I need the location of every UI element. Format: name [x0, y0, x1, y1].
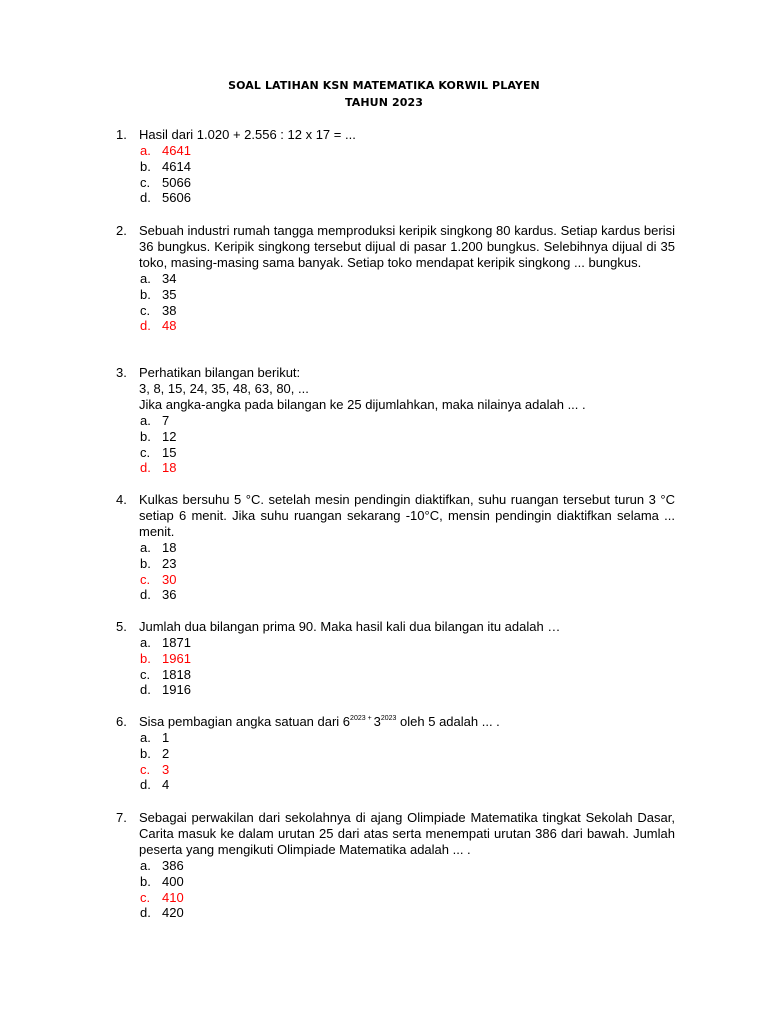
- option-letter: a.: [140, 635, 151, 650]
- option-value: 34: [162, 271, 177, 286]
- answer-option-c: [139, 667, 675, 683]
- answer-options: [139, 540, 675, 603]
- document-subtitle-year: TAHUN 2023: [345, 96, 423, 109]
- answer-option-b: [139, 429, 675, 445]
- option-value: 5606: [162, 190, 191, 206]
- option-letter: d.: [140, 190, 151, 206]
- option-value: 400: [162, 873, 184, 889]
- question-text: Jumlah dua bilangan prima 90. Maka hasil kali dua bilangan itu adalah …: [139, 619, 561, 634]
- question-number: 3.: [116, 365, 127, 380]
- answer-option-c-correct: [139, 572, 675, 588]
- answer-option-a: [139, 858, 675, 874]
- option-value: 4: [162, 777, 170, 793]
- option-value: 5066: [162, 174, 191, 190]
- answer-option-d: [139, 587, 675, 603]
- option-value: 1: [162, 730, 170, 745]
- option-letter: a.: [140, 730, 151, 745]
- option-value: 35: [162, 286, 177, 302]
- question-text: Sebuah industri rumah tangga memproduksi keripik singkong 80 kardus. Setiap kardus berisi 36 bungkus. Keripik singkong tersebut dijual di pasar 1.200 bungkus. Selebihnya dijual di 35 toko, masing-masing sama banyak. Setiap toko mendapat keripik singkong ... bungkus.: [139, 223, 675, 270]
- question-5: [116, 619, 675, 698]
- option-letter: a.: [140, 540, 151, 555]
- option-value: 1871: [162, 635, 191, 650]
- question-text: [139, 714, 675, 730]
- question-number: 6.: [116, 714, 127, 729]
- answer-option-c: [139, 175, 675, 191]
- answer-options: [139, 635, 675, 698]
- option-letter: d.: [140, 460, 151, 476]
- answer-option-c: [139, 303, 675, 319]
- option-letter: c.: [140, 761, 151, 777]
- option-letter: c.: [140, 666, 151, 682]
- answer-options: [139, 858, 675, 921]
- question-text: Kulkas bersuhu 5 °C. setelah mesin pendingin diaktifkan, suhu ruangan tersebut turun 3 °C setiap 6 menit. Jika suhu ruangan sekarang -10°C, mensin pendingin diaktifkan selama ... menit.: [139, 492, 675, 539]
- option-value: 4641: [162, 143, 191, 158]
- option-value: 15: [162, 444, 177, 460]
- question-number: 5.: [116, 619, 127, 634]
- answer-option-b: [139, 746, 675, 762]
- answer-option-d: [139, 682, 675, 698]
- option-value: 23: [162, 555, 177, 571]
- option-value: 36: [162, 587, 177, 603]
- option-letter: b.: [140, 745, 151, 761]
- answer-options: [139, 413, 675, 476]
- question-text-line-3: Jika angka-angka pada bilangan ke 25 dijumlahkan, maka nilainya adalah ... .: [139, 397, 586, 412]
- question-6: [116, 714, 675, 793]
- answer-option-b: [139, 159, 675, 175]
- option-letter: b.: [140, 428, 151, 444]
- answer-option-b: [139, 556, 675, 572]
- answer-option-a: [139, 635, 675, 651]
- answer-option-d: [139, 190, 675, 206]
- question-text-start: Sisa pembagian angka satuan dari 6: [139, 714, 351, 729]
- option-letter: d.: [140, 587, 151, 603]
- option-letter: d.: [140, 905, 151, 921]
- option-value: 30: [162, 571, 177, 587]
- question-text-end: oleh 5 adalah ... .: [396, 714, 500, 729]
- question-number: 4.: [116, 492, 127, 507]
- exponent-1: 2023 +: [350, 715, 374, 722]
- option-letter: c.: [140, 444, 151, 460]
- option-letter: c.: [140, 174, 151, 190]
- option-value: 2: [162, 745, 170, 761]
- option-letter: a.: [140, 413, 151, 428]
- option-letter: b.: [140, 286, 151, 302]
- answer-option-a: [139, 540, 675, 556]
- question-2: [116, 223, 675, 334]
- option-letter: a.: [140, 143, 151, 158]
- answer-option-a: [139, 730, 675, 746]
- question-7: [116, 810, 675, 921]
- option-letter: d.: [140, 682, 151, 698]
- option-value: 386: [162, 858, 184, 873]
- answer-options: [139, 143, 675, 206]
- option-value: 1961: [162, 650, 191, 666]
- option-value: 12: [162, 428, 177, 444]
- answer-option-d-correct: [139, 460, 675, 476]
- option-value: 18: [162, 460, 177, 476]
- option-value: 48: [162, 318, 177, 334]
- question-1: [116, 127, 675, 206]
- option-value: 420: [162, 905, 184, 921]
- option-letter: b.: [140, 158, 151, 174]
- option-value: 7: [162, 413, 170, 428]
- answer-option-b: [139, 874, 675, 890]
- question-text-line-1: Perhatikan bilangan berikut:: [139, 365, 301, 380]
- base-3: 3: [373, 714, 381, 729]
- question-4: [116, 492, 675, 603]
- option-letter: a.: [140, 271, 151, 286]
- answer-options: [139, 730, 675, 793]
- option-value: 38: [162, 302, 177, 318]
- exponent-2: 2023: [380, 715, 397, 722]
- option-letter: b.: [140, 873, 151, 889]
- option-letter: d.: [140, 318, 151, 334]
- option-value: 1916: [162, 682, 191, 698]
- answer-option-d: [139, 905, 675, 921]
- option-value: 4614: [162, 158, 191, 174]
- option-letter: c.: [140, 889, 151, 905]
- answer-option-a: [139, 413, 675, 429]
- answer-option-b: [139, 287, 675, 303]
- number-sequence: 3, 8, 15, 24, 35, 48, 63, 80, ...: [139, 381, 309, 396]
- option-letter: b.: [140, 650, 151, 666]
- answer-option-c-correct: [139, 762, 675, 778]
- document-title: SOAL LATIHAN KSN MATEMATIKA KORWIL PLAYEN: [228, 79, 540, 92]
- question-3: [116, 365, 675, 476]
- option-letter: c.: [140, 302, 151, 318]
- answer-option-c-correct: [139, 890, 675, 906]
- question-text: Hasil dari 1.020 + 2.556 : 12 x 17 = ...: [139, 127, 356, 142]
- option-letter: c.: [140, 571, 151, 587]
- question-number: 2.: [116, 223, 127, 238]
- answer-option-d: [139, 777, 675, 793]
- question-text: Sebagai perwakilan dari sekolahnya di ajang Olimpiade Matematika tingkat Sekolah Dasar, Carita masuk ke dalam urutan 25 dari atas serta menempati urutan 386 dari bawah. Jumlah peserta yang mengikuti Olimpiade Matematika adalah ... .: [139, 810, 675, 857]
- option-value: 410: [162, 889, 184, 905]
- option-letter: a.: [140, 858, 151, 873]
- answer-option-a-correct: [139, 143, 675, 159]
- answer-option-c: [139, 445, 675, 461]
- answer-options: [139, 271, 675, 334]
- option-value: 1818: [162, 666, 191, 682]
- option-value: 18: [162, 540, 177, 555]
- answer-option-b-correct: [139, 651, 675, 667]
- option-value: 3: [162, 761, 170, 777]
- option-letter: d.: [140, 777, 151, 793]
- question-number: 7.: [116, 810, 127, 825]
- answer-option-d-correct: [139, 318, 675, 334]
- question-number: 1.: [116, 127, 127, 142]
- answer-option-a: [139, 271, 675, 287]
- option-letter: b.: [140, 555, 151, 571]
